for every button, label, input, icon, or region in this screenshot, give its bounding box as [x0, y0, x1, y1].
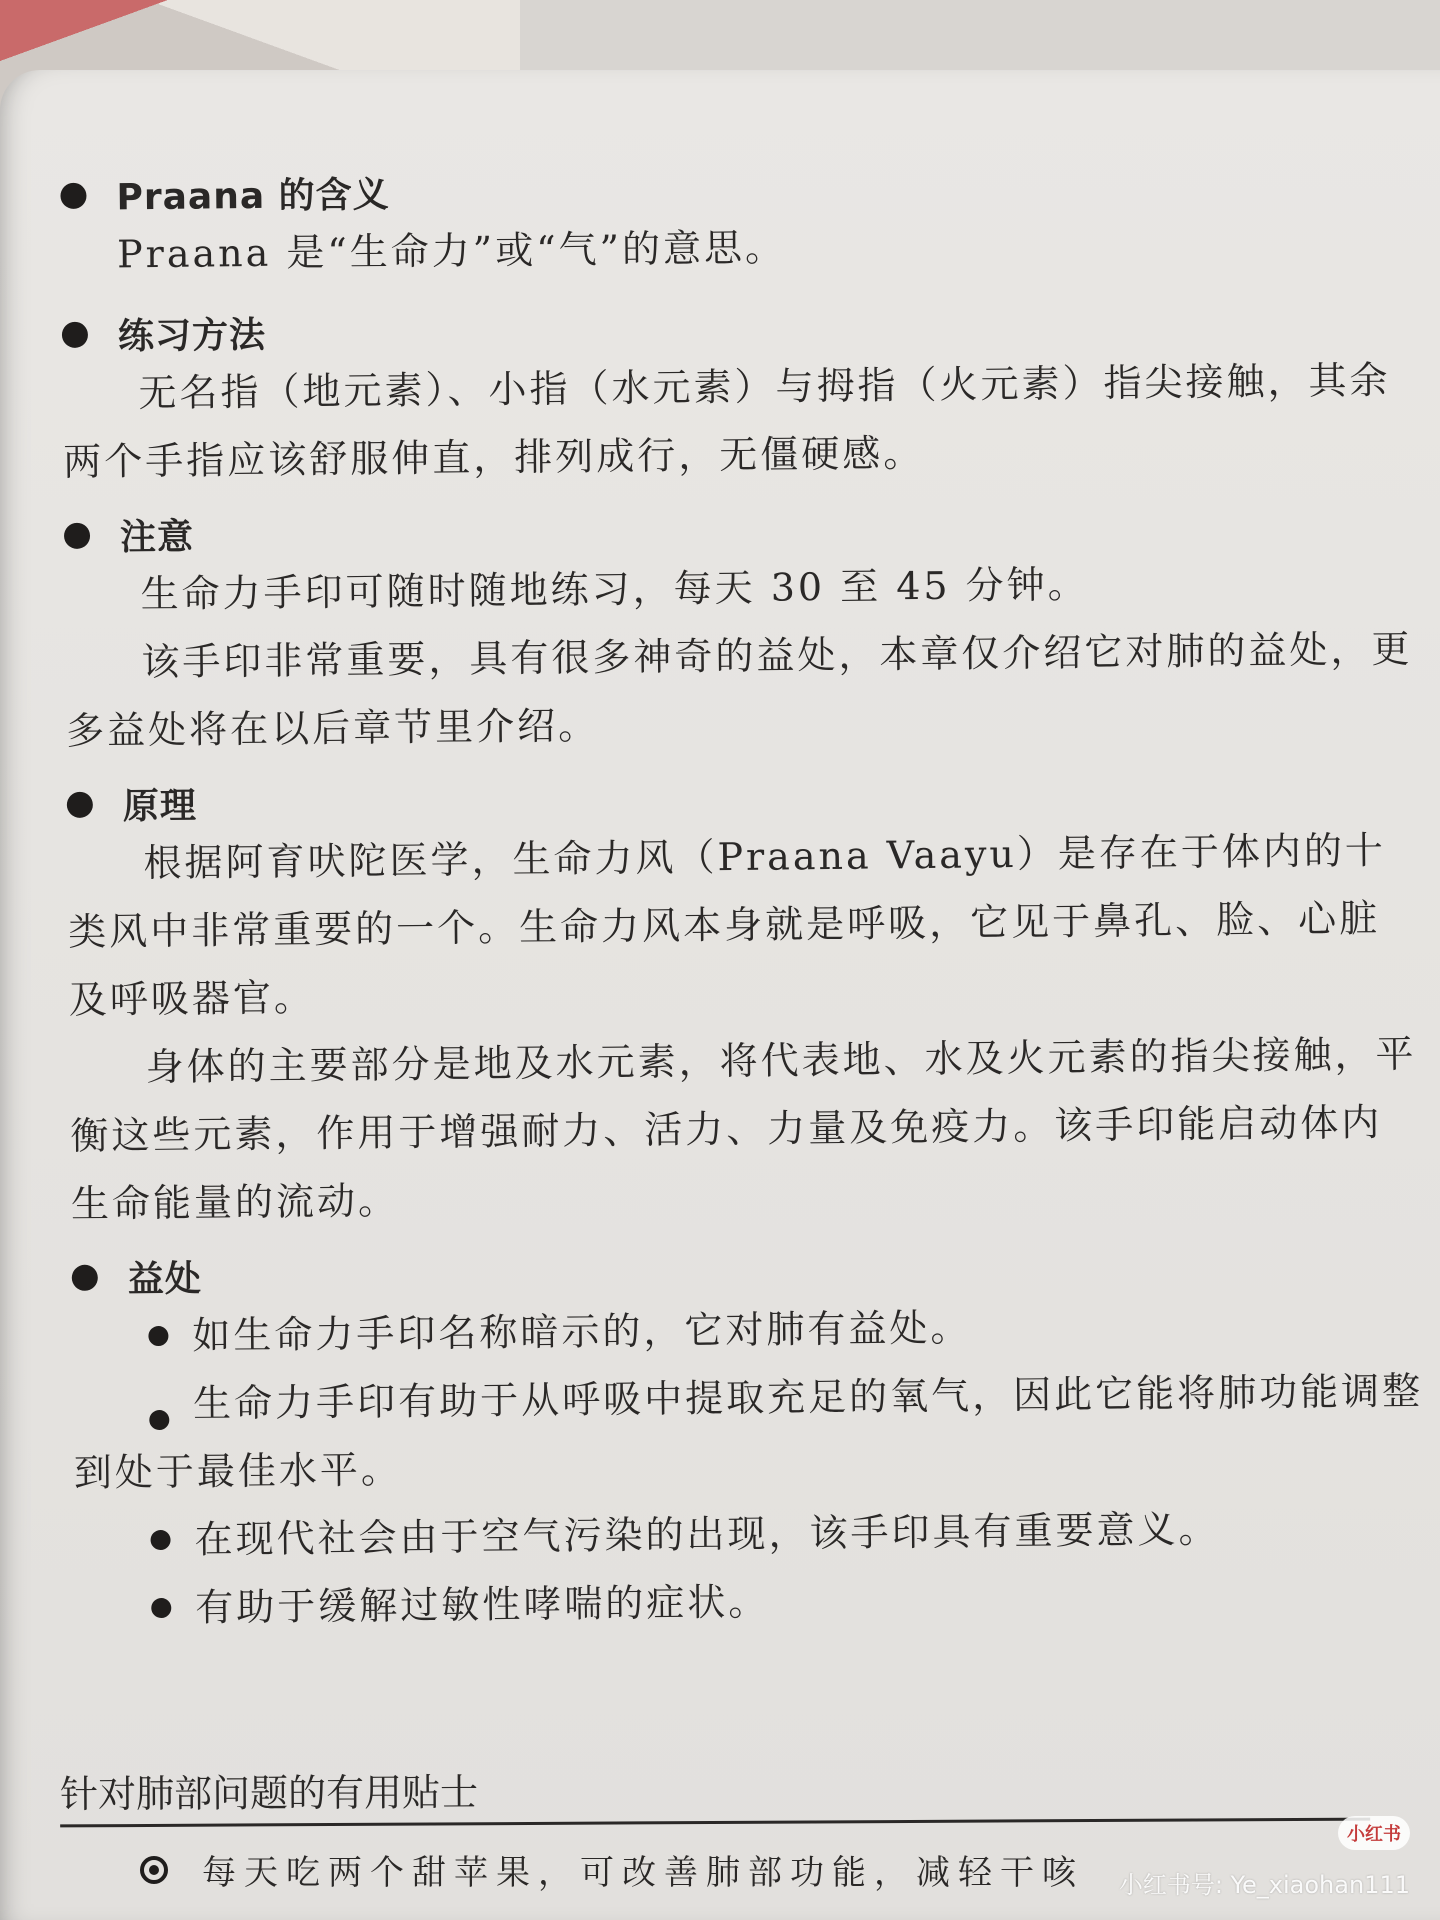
- section-title: 原理: [122, 785, 198, 828]
- paragraph-text: 根据阿育吠陀医学，生命力风（Praana Vaayu）是存在于体内的十类风中非常重要的一个。生命力风本身就是呼吸，它见于鼻孔、脸、心脏及呼吸器官。: [67, 828, 1387, 1022]
- bullet-icon: [72, 1264, 98, 1290]
- paragraph-text: 无名指（地元素）、小指（水元素）与拇指（火元素）指尖接触，其余两个手指应该舒服伸直，排列成行，无僵硬感。: [63, 358, 1391, 484]
- tip-item: [140, 1845, 1084, 1894]
- paragraph-text: 身体的主要部分是地及水元素，将代表地、水及火元素的指尖接触，平衡这些元素，作用于增强耐力、活力、力量及免疫力。该手印能启动体内生命能量的流动。: [70, 1031, 1417, 1226]
- bullet-icon: [60, 182, 86, 208]
- tips-heading: 针对肺部问题的有用贴士: [60, 1757, 1370, 1828]
- bullet-icon: [148, 1326, 168, 1346]
- paragraph: [61, 207, 1412, 289]
- paragraph-text: 该手印非常重要，具有很多神奇的益处，本章仅介绍它对肺的益处，更多益处将在以后章节里介绍。: [65, 626, 1413, 753]
- bullet-icon: [149, 1409, 169, 1429]
- bullet-icon: [151, 1598, 171, 1618]
- section-title: 练习方法: [117, 314, 267, 358]
- paragraph: [69, 1020, 1421, 1238]
- section-title: Praana 的含义: [116, 174, 390, 219]
- ring-bullet-icon: [140, 1856, 168, 1884]
- bullet-icon: [67, 791, 93, 817]
- list-item-text: 如生命力手印名称暗示的，它对肺有益处。: [192, 1305, 972, 1358]
- bullet-icon: [64, 522, 90, 548]
- section-title: 益处: [127, 1258, 203, 1301]
- section-title: 注意: [119, 516, 195, 559]
- paragraph: [67, 816, 1419, 1034]
- watermark-logo: 小红书: [1338, 1816, 1410, 1850]
- paragraph: [62, 346, 1413, 496]
- tip-text: 每天吃两个甜苹果，可改善肺部功能，减轻干咳: [202, 1853, 1084, 1893]
- bullet-icon: [150, 1530, 170, 1550]
- paragraph: [65, 615, 1416, 765]
- list-item: [73, 1357, 1424, 1507]
- list-item-text: [73, 1357, 1424, 1507]
- list-item-text: 有助于缓解过敏性哮喘的症状。: [195, 1579, 770, 1630]
- page-content: [60, 136, 1426, 1643]
- watermark-text: 小红书号: Ye_xiaohan111: [1118, 1871, 1410, 1899]
- paragraph-text: 生命力手印可随时随地练习，每天 30 至 45 分钟。: [140, 562, 1089, 617]
- list-item: [75, 1561, 1426, 1643]
- list-item-content: 生命力手印有助于从呼吸中提取充足的氧气，因此它能将肺功能调整到处于最佳水平。: [73, 1368, 1424, 1495]
- paragraph-text: Praana 是“生命力”或“气”的意思。: [116, 225, 787, 277]
- bullet-icon: [62, 321, 88, 347]
- list-item-text: 在现代社会由于空气污染的出现，该手印具有重要意义。: [194, 1506, 1220, 1562]
